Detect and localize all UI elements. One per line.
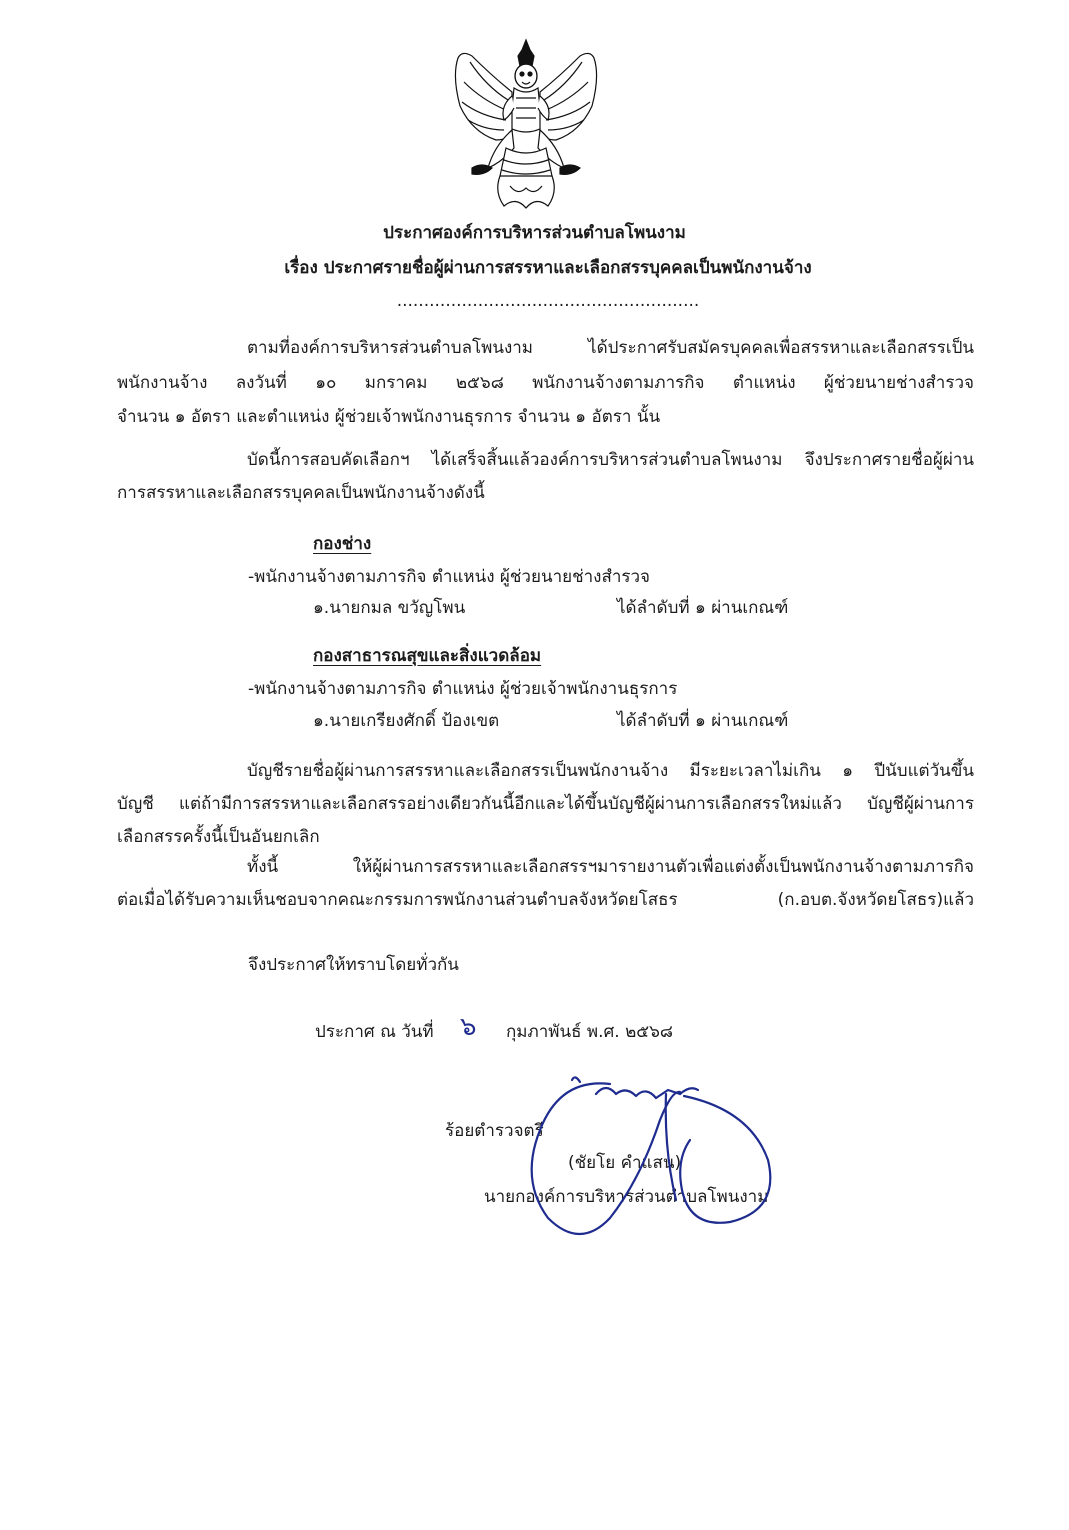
paragraph-3-line-3: เลือกสรรครั้งนี้เป็นอันยกเลิก	[117, 827, 320, 847]
announce-statement: จึงประกาศให้ทราบโดยทั่วกัน	[248, 955, 459, 975]
candidate-name: ๑.นายเกรียงศักดิ์ ป้องเขต	[313, 711, 500, 731]
paragraph-3-line-2: บัญชี แต่ถ้ามีการสรรหาและเลือกสรรอย่างเดียวกันนี้อีกและได้ขึ้นบัญชีผู้ผ่านการเลือกสรรใหม่แล้ว บัญชีผู้ผ่านการ	[117, 794, 974, 814]
paragraph-1-line-2: พนักงานจ้าง ลงวันที่ ๑๐ มกราคม ๒๕๖๘ พนักงานจ้างตามภารกิจ ตำแหน่ง ผู้ช่วยนายช่างสำรวจ	[117, 373, 974, 393]
section-position: -พนักงานจ้างตามภารกิจ ตำแหน่ง ผู้ช่วยนายช่างสำรวจ	[248, 567, 651, 587]
paragraph-2-line-2: การสรรหาและเลือกสรรบุคคลเป็นพนักงานจ้างดังนี้	[117, 483, 485, 503]
section-position: -พนักงานจ้างตามภารกิจ ตำแหน่ง ผู้ช่วยเจ้าพนักงานธุรการ	[248, 679, 678, 699]
signatory-name: (ชัยโย คำแสน)	[568, 1153, 682, 1173]
paragraph-1-line-3: จำนวน ๑ อัตรา และตำแหน่ง ผู้ช่วยเจ้าพนักงานธุรการ จำนวน ๑ อัตรา นั้น	[117, 407, 661, 427]
paragraph-2-line-1: บัดนี้การสอบคัดเลือกฯ ได้เสร็จสิ้นแล้วองค์การบริหารส่วนตำบลโพนงาม จึงประกาศรายชื่อผู้ผ่าน	[247, 450, 974, 470]
paragraph-1-line-1: ตามที่องค์การบริหารส่วนตำบลโพนงาม ได้ประกาศรับสมัครบุคคลเพื่อสรรหาและเลือกสรรเป็น	[247, 338, 974, 358]
candidate-result: ได้ลำดับที่ ๑ ผ่านเกณฑ์	[617, 711, 789, 731]
date-month-year: กุมภาพันธ์ พ.ศ. ๒๕๖๘	[506, 1022, 674, 1042]
announcement-subject: เรื่อง ประกาศรายชื่อผู้ผ่านการสรรหาและเลือกสรรบุคคลเป็นพนักงานจ้าง	[284, 258, 812, 278]
paragraph-4-line-1: ทั้งนี้ ให้ผู้ผ่านการสรรหาและเลือกสรรฯมารายงานตัวเพื่อแต่งตั้งเป็นพนักงานจ้างตามภารกิจ	[247, 857, 974, 877]
candidate-name: ๑.นายกมล ขวัญโพน	[313, 598, 466, 618]
garuda-emblem-icon	[432, 36, 620, 214]
date-prefix: ประกาศ ณ วันที่	[315, 1022, 434, 1042]
signatory-rank: ร้อยตำรวจตรี	[445, 1121, 544, 1141]
header-divider: ........................................................	[396, 291, 700, 311]
section-heading: กองสาธารณสุขและสิ่งแวดล้อม	[313, 646, 542, 666]
announcement-title: ประกาศองค์การบริหารส่วนตำบลโพนงาม	[383, 223, 686, 243]
signatory-title: นายกองค์การบริหารส่วนตำบลโพนงาม	[484, 1187, 769, 1207]
paragraph-4-line-2: ต่อเมื่อได้รับความเห็นชอบจากคณะกรรมการพนักงานส่วนตำบลจังหวัดยโสธร (ก.อบต.จังหวัดยโสธร)แล้ว	[117, 890, 974, 910]
paragraph-3-line-1: บัญชีรายชื่อผู้ผ่านการสรรหาและเลือกสรรเป็นพนักงานจ้าง มีระยะเวลาไม่เกิน ๑ ปีนับแต่วันขึ้น	[247, 761, 974, 781]
candidate-result: ได้ลำดับที่ ๑ ผ่านเกณฑ์	[617, 598, 789, 618]
date-day-handwritten: ๖	[460, 1012, 477, 1042]
section-heading: กองช่าง	[313, 534, 372, 554]
